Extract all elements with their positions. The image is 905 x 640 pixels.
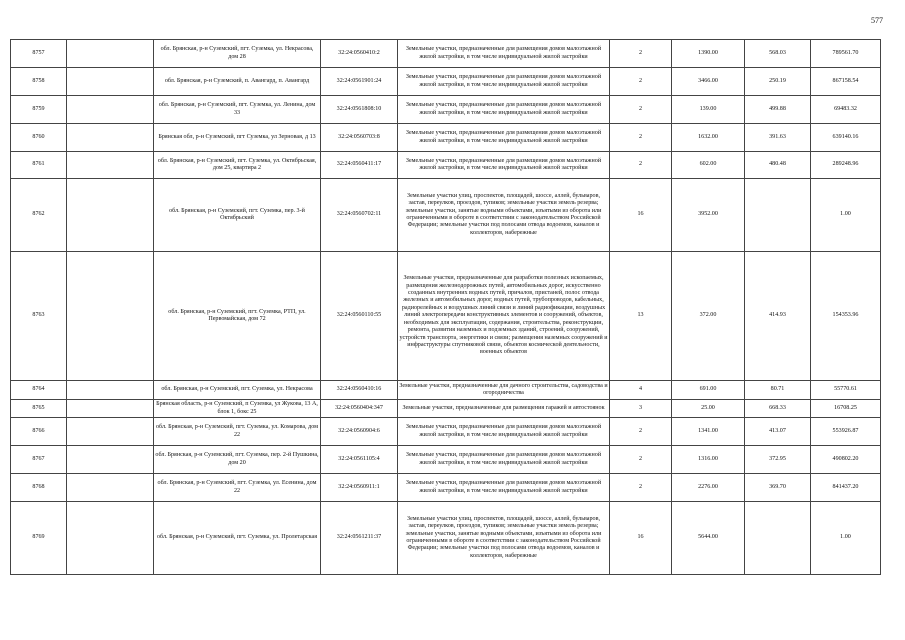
land-use-cell: Земельные участки, предназначенные для размещения домов малоэтажной жилой застройки, в том числе индивидуальной жилой застройки [398, 418, 610, 446]
rate-cell: 499.88 [745, 96, 811, 124]
cadastral-value-cell: 55770.61 [811, 381, 881, 400]
land-use-cell: Земельные участки, предназначенные для размещения домов малоэтажной жилой застройки, в том числе индивидуальной жилой застройки [398, 474, 610, 502]
cadastral-register-table [10, 39, 881, 575]
page-number: 577 [871, 16, 883, 25]
spacer-cell [67, 418, 154, 446]
cadastral-number-cell: 32:24:0560410:2 [321, 40, 398, 68]
rate-cell: 372.95 [745, 446, 811, 474]
row-number: 8762 [11, 179, 67, 252]
table-row [11, 124, 881, 152]
spacer-cell [67, 152, 154, 179]
cadastral-number-cell: 32:24:0560404:347 [321, 400, 398, 418]
row-number: 8757 [11, 40, 67, 68]
spacer-cell [67, 502, 154, 575]
address-cell: обл. Брянская, р-н Суземский, пгт. Суземка, РТП, ул. Первомайская, дом 72 [154, 252, 321, 381]
cadastral-value-cell: 553926.87 [811, 418, 881, 446]
cadastral-value-cell: 789561.70 [811, 40, 881, 68]
area-cell: 3466.00 [672, 68, 745, 96]
table-row [11, 381, 881, 400]
table-row [11, 96, 881, 124]
row-number: 8761 [11, 152, 67, 179]
land-use-cell: Земельные участки, предназначенные для размещения домов малоэтажной жилой застройки, в том числе индивидуальной жилой застройки [398, 68, 610, 96]
land-use-cell: Земельные участки, предназначенные для размещения гаражей и автостоянок [398, 400, 610, 418]
group-cell: 16 [610, 502, 672, 575]
cadastral-value-cell: 69483.32 [811, 96, 881, 124]
cadastral-value-cell: 639140.16 [811, 124, 881, 152]
area-cell: 25.00 [672, 400, 745, 418]
table-row [11, 252, 881, 381]
spacer-cell [67, 96, 154, 124]
rate-cell: 668.33 [745, 400, 811, 418]
row-number: 8764 [11, 381, 67, 400]
address-cell: обл. Брянская, р-н Суземский, пгт. Суземка, ул. Октябрьская, дом 25, квартира 2 [154, 152, 321, 179]
address-cell: обл. Брянская, р-н Суземский, пгт. Суземка, ул. Ленина, дом 33 [154, 96, 321, 124]
land-use-cell: Земельные участки, предназначенные для размещения домов малоэтажной жилой застройки, в том числе индивидуальной жилой застройки [398, 446, 610, 474]
table-row [11, 418, 881, 446]
address-cell: обл. Брянская, р-н Суземский, пгт. Суземка, ул. Некрасова, дом 28 [154, 40, 321, 68]
area-cell: 139.00 [672, 96, 745, 124]
land-use-cell: Земельные участки, предназначенные для размещения домов малоэтажной жилой застройки, в том числе индивидуальной жилой застройки [398, 96, 610, 124]
cadastral-value-cell: 154353.96 [811, 252, 881, 381]
row-number: 8766 [11, 418, 67, 446]
group-cell: 2 [610, 68, 672, 96]
group-cell: 2 [610, 418, 672, 446]
land-use-cell: Земельные участки улиц, проспектов, площадей, шоссе, аллей, бульваров, застав, переулков, проездов, тупиков; земельные участки земель резерва; земельные участки, занятые водными объектами, изъятыми из оборота или ограниченными в обороте в соответствии с законодательством Российской Федерации; земельные участки под полосами отвода водоемов, каналов и коллекторов, набережные [398, 179, 610, 252]
address-cell: обл. Брянская, р-н Суземский, пгт. Суземка, ул. Некрасова [154, 381, 321, 400]
address-cell: обл. Брянская, р-н Суземский, пгт. Суземка, ул. Есенина, дом 22 [154, 474, 321, 502]
land-use-cell: Земельные участки, предназначенные для разработки полезных ископаемых, размещения железнодорожных путей, автомобильных дорог, искусственно созданных внутренних водных путей, причалов, пристаней, полос отвода железных и автомобильных дорог, водных путей, трубопроводов, кабельных, радиорелейных и воздушных линий связи и линий радиофикации, воздушных линий электропередачи конструктивных элементов и сооружений, объектов, необходимых для эксплуатации, содержания, строительства, реконструкции, ремонта, развития наземных и подземных зданий, строений, сооружений, устройств транспорта, энергетики и связи; размещения наземных сооружений и инфраструктуры спутниковой связи, объектов космической деятельности, военных объектов [398, 252, 610, 381]
address-cell: Брянская область, р-н Суземский, п Суземка, ул Жукова, 13 А, блок 1, бокс 25 [154, 400, 321, 418]
area-cell: 2276.00 [672, 474, 745, 502]
rate-cell: 250.19 [745, 68, 811, 96]
group-cell: 3 [610, 400, 672, 418]
group-cell: 4 [610, 381, 672, 400]
spacer-cell [67, 68, 154, 96]
table-row [11, 179, 881, 252]
table-row [11, 474, 881, 502]
row-number: 8769 [11, 502, 67, 575]
address-cell: обл. Брянская, р-н Суземский, пгт. Суземка, пер. 3-й Октябрьский [154, 179, 321, 252]
area-cell: 5644.00 [672, 502, 745, 575]
spacer-cell [67, 474, 154, 502]
cadastral-value-cell: 841437.20 [811, 474, 881, 502]
land-use-cell: Земельные участки, предназначенные для размещения домов малоэтажной жилой застройки, в том числе индивидуальной жилой застройки [398, 124, 610, 152]
land-use-cell: Земельные участки, предназначенные для размещения домов малоэтажной жилой застройки, в том числе индивидуальной жилой застройки [398, 152, 610, 179]
rate-cell: 413.07 [745, 418, 811, 446]
group-cell: 2 [610, 152, 672, 179]
table-row [11, 152, 881, 179]
rate-cell: 480.48 [745, 152, 811, 179]
address-cell: обл. Брянская, р-н Суземский, п. Авангард, п. Авангард [154, 68, 321, 96]
rate-cell: 369.70 [745, 474, 811, 502]
table-row [11, 68, 881, 96]
cadastral-number-cell: 32:24:0561211:37 [321, 502, 398, 575]
land-use-cell: Земельные участки улиц, проспектов, площадей, шоссе, аллей, бульваров, застав, переулков, проездов, тупиков; земельные участки земель резерва; земельные участки, занятые водными объектами, изъятыми из оборота или ограниченными в обороте в соответствии с законодательством Российской Федерации; земельные участки под полосами отвода водоемов, каналов и коллекторов, набережные [398, 502, 610, 575]
spacer-cell [67, 252, 154, 381]
cadastral-value-cell: 1.00 [811, 179, 881, 252]
spacer-cell [67, 381, 154, 400]
row-number: 8765 [11, 400, 67, 418]
row-number: 8758 [11, 68, 67, 96]
table-row [11, 40, 881, 68]
address-cell: обл. Брянская, р-н Суземский, пгт. Суземка, ул. Пролетарская [154, 502, 321, 575]
area-cell: 372.00 [672, 252, 745, 381]
row-number: 8763 [11, 252, 67, 381]
address-cell: Брянская обл, р-н Суземский, пгт Суземка, ул Зерновая, д 13 [154, 124, 321, 152]
cadastral-number-cell: 32:24:0561808:10 [321, 96, 398, 124]
row-number: 8759 [11, 96, 67, 124]
cadastral-number-cell: 32:24:0560410:16 [321, 381, 398, 400]
spacer-cell [67, 179, 154, 252]
address-cell: обл. Брянская, р-н Суземский, пгт. Суземка, ул. Комарова, дом 22 [154, 418, 321, 446]
spacer-cell [67, 40, 154, 68]
group-cell: 2 [610, 474, 672, 502]
cadastral-value-cell: 16708.25 [811, 400, 881, 418]
spacer-cell [67, 446, 154, 474]
area-cell: 3952.00 [672, 179, 745, 252]
area-cell: 1632.00 [672, 124, 745, 152]
cadastral-number-cell: 32:24:0560904:6 [321, 418, 398, 446]
rate-cell [745, 502, 811, 575]
cadastral-number-cell: 32:24:0560702:11 [321, 179, 398, 252]
cadastral-value-cell: 289248.96 [811, 152, 881, 179]
group-cell: 2 [610, 446, 672, 474]
address-cell: обл. Брянская, р-н Суземский, пгт. Суземка, пер. 2-й Пушкина, дом 20 [154, 446, 321, 474]
area-cell: 1316.00 [672, 446, 745, 474]
rate-cell: 414.93 [745, 252, 811, 381]
rate-cell: 80.71 [745, 381, 811, 400]
table-row [11, 400, 881, 418]
row-number: 8768 [11, 474, 67, 502]
cadastral-number-cell: 32:24:0560110:55 [321, 252, 398, 381]
spacer-cell [67, 400, 154, 418]
cadastral-number-cell: 32:24:0560411:17 [321, 152, 398, 179]
cadastral-number-cell: 32:24:0560911:1 [321, 474, 398, 502]
area-cell: 1390.00 [672, 40, 745, 68]
cadastral-value-cell: 490802.20 [811, 446, 881, 474]
table-row [11, 446, 881, 474]
cadastral-number-cell: 32:24:0561105:4 [321, 446, 398, 474]
area-cell: 1341.00 [672, 418, 745, 446]
spacer-cell [67, 124, 154, 152]
land-use-cell: Земельные участки, предназначенные для дачного строительства, садоводства и огородничества [398, 381, 610, 400]
table-row [11, 502, 881, 575]
row-number: 8767 [11, 446, 67, 474]
group-cell: 2 [610, 124, 672, 152]
rate-cell [745, 179, 811, 252]
group-cell: 13 [610, 252, 672, 381]
rate-cell: 568.03 [745, 40, 811, 68]
cadastral-value-cell: 867158.54 [811, 68, 881, 96]
rate-cell: 391.63 [745, 124, 811, 152]
cadastral-number-cell: 32:24:0561901:24 [321, 68, 398, 96]
area-cell: 602.00 [672, 152, 745, 179]
group-cell: 2 [610, 96, 672, 124]
land-use-cell: Земельные участки, предназначенные для размещения домов малоэтажной жилой застройки, в том числе индивидуальной жилой застройки [398, 40, 610, 68]
group-cell: 2 [610, 40, 672, 68]
cadastral-value-cell: 1.00 [811, 502, 881, 575]
area-cell: 691.00 [672, 381, 745, 400]
group-cell: 16 [610, 179, 672, 252]
row-number: 8760 [11, 124, 67, 152]
cadastral-number-cell: 32:24:0560703:8 [321, 124, 398, 152]
